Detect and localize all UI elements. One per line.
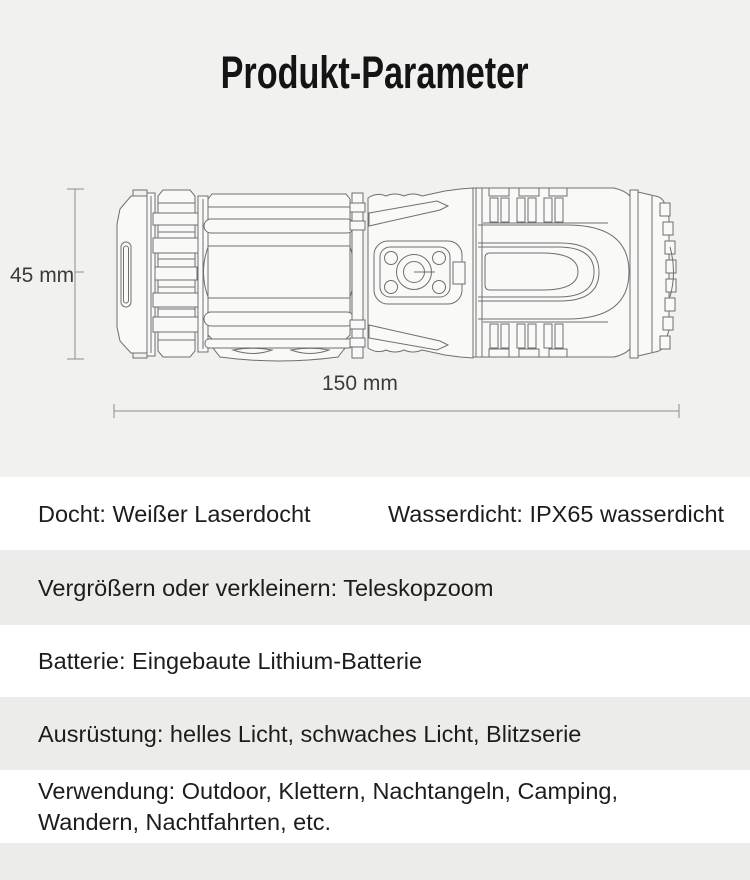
collar-ring	[350, 193, 365, 358]
bottom-spacer-band	[0, 843, 750, 880]
length-dimension-label: 150 mm	[322, 372, 398, 395]
spec-modes: Ausrüstung: helles Licht, schwaches Licht, Blitzserie	[38, 720, 582, 747]
zoom-ring	[153, 190, 208, 357]
lens-slot	[121, 242, 131, 307]
switch-housing	[368, 188, 473, 358]
height-dimension	[10, 189, 84, 359]
handle-section	[473, 188, 636, 357]
spec-waterproof: Wasserdicht: IPX65 wasserdicht	[388, 500, 725, 527]
spec-usage: Verwendung: Outdoor, Klettern, Nachtangeln, Camping, Wandern, Nachtfahrten, etc.	[38, 777, 619, 835]
spec-row-wick-waterproof	[0, 477, 750, 550]
spec-row-usage	[0, 770, 750, 843]
height-dimension-label: 45 mm	[10, 264, 75, 287]
side-port	[453, 262, 465, 284]
page-title: Produkt-Parameter	[221, 47, 529, 98]
spec-wick: Docht: Weißer Laserdocht	[38, 500, 311, 527]
spec-row-zoom	[0, 550, 750, 625]
spec-row-battery	[0, 625, 750, 697]
spec-zoom: Vergrößern oder verkleinern: Teleskopzoom	[38, 574, 494, 601]
flashlight-body	[204, 194, 355, 361]
tail-cap	[630, 190, 676, 358]
spec-battery: Batterie: Eingebaute Lithium-Batterie	[38, 648, 423, 674]
length-dimension	[114, 372, 679, 418]
flashlight-head	[117, 190, 155, 358]
spec-row-modes	[0, 697, 750, 770]
